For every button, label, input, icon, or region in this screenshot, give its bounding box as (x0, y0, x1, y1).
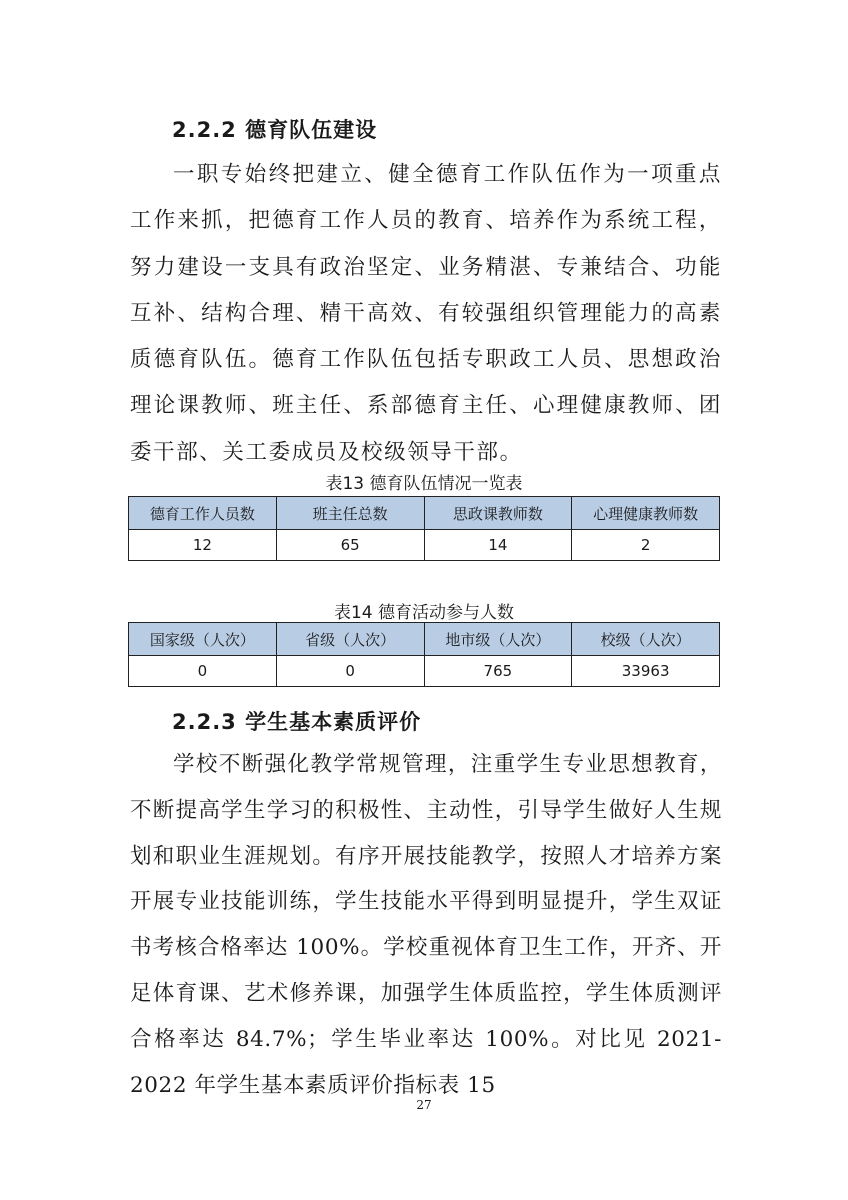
table-cell: 33963 (572, 656, 720, 687)
table-cell: 12 (129, 530, 277, 561)
table-cell: 0 (129, 656, 277, 687)
table-header-cell: 国家级（人次） (129, 623, 277, 656)
table-header-row (129, 623, 720, 656)
table-cell: 65 (276, 530, 424, 561)
table14-moral-activity-participation (128, 622, 720, 687)
table-cell: 765 (424, 656, 572, 687)
table-header-cell: 省级（人次） (276, 623, 424, 656)
table-cell: 14 (424, 530, 572, 561)
table-header-cell: 校级（人次） (572, 623, 720, 656)
table13-moral-team-overview (128, 496, 720, 561)
table-cell: 2 (572, 530, 720, 561)
table-row (129, 656, 720, 687)
table-cell: 0 (276, 656, 424, 687)
table-header-cell: 思政课教师数 (424, 497, 572, 530)
section-heading-moral-team: 2.2.2 德育队伍建设 (172, 118, 378, 142)
section-heading-student-quality: 2.2.3 学生基本素质评价 (172, 710, 422, 734)
paragraph-moral-team: 一职专始终把建立、健全德育工作队伍作为一项重点工作来抓，把德育工作人员的教育、培养作为系统工程，努力建设一支具有政治坚定、业务精湛、专兼结合、功能互补、结构合理、精干高效、有较强组织管理能力的高素质德育队伍。德育工作队伍包括专职政工人员、思想政治理论课教师、班主任、系部德育主任、心理健康教师、团委干部、关工委成员及校级领导干部。 (130, 162, 722, 465)
paragraph-student-quality: 学校不断强化教学常规管理，注重学生专业思想教育，不断提高学生学习的积极性、主动性，引导学生做好人生规划和职业生涯规划。有序开展技能教学，按照人才培养方案开展专业技能训练，学生技能水平得到明显提升，学生双证书考核合格率达 100%。学校重视体育卫生工作，开齐、开足体育课、艺术修养课，加强学生体质监控，学生体质测评合格率达 84.7%；学生毕业率达 100%。对比见 2021-2022 年学生基本素质评价指标表 15 (130, 752, 722, 1098)
table13-caption: 表13 德育队伍情况一览表 (325, 474, 523, 494)
table-header-cell: 地市级（人次） (424, 623, 572, 656)
table-header-cell: 心理健康教师数 (572, 497, 720, 530)
table-header-row (129, 497, 720, 530)
table14-caption: 表14 德育活动参与人数 (333, 603, 515, 623)
table-header-cell: 班主任总数 (276, 497, 424, 530)
page-number: 27 (416, 1098, 432, 1112)
table-row (129, 530, 720, 561)
table-header-cell: 德育工作人员数 (129, 497, 277, 530)
